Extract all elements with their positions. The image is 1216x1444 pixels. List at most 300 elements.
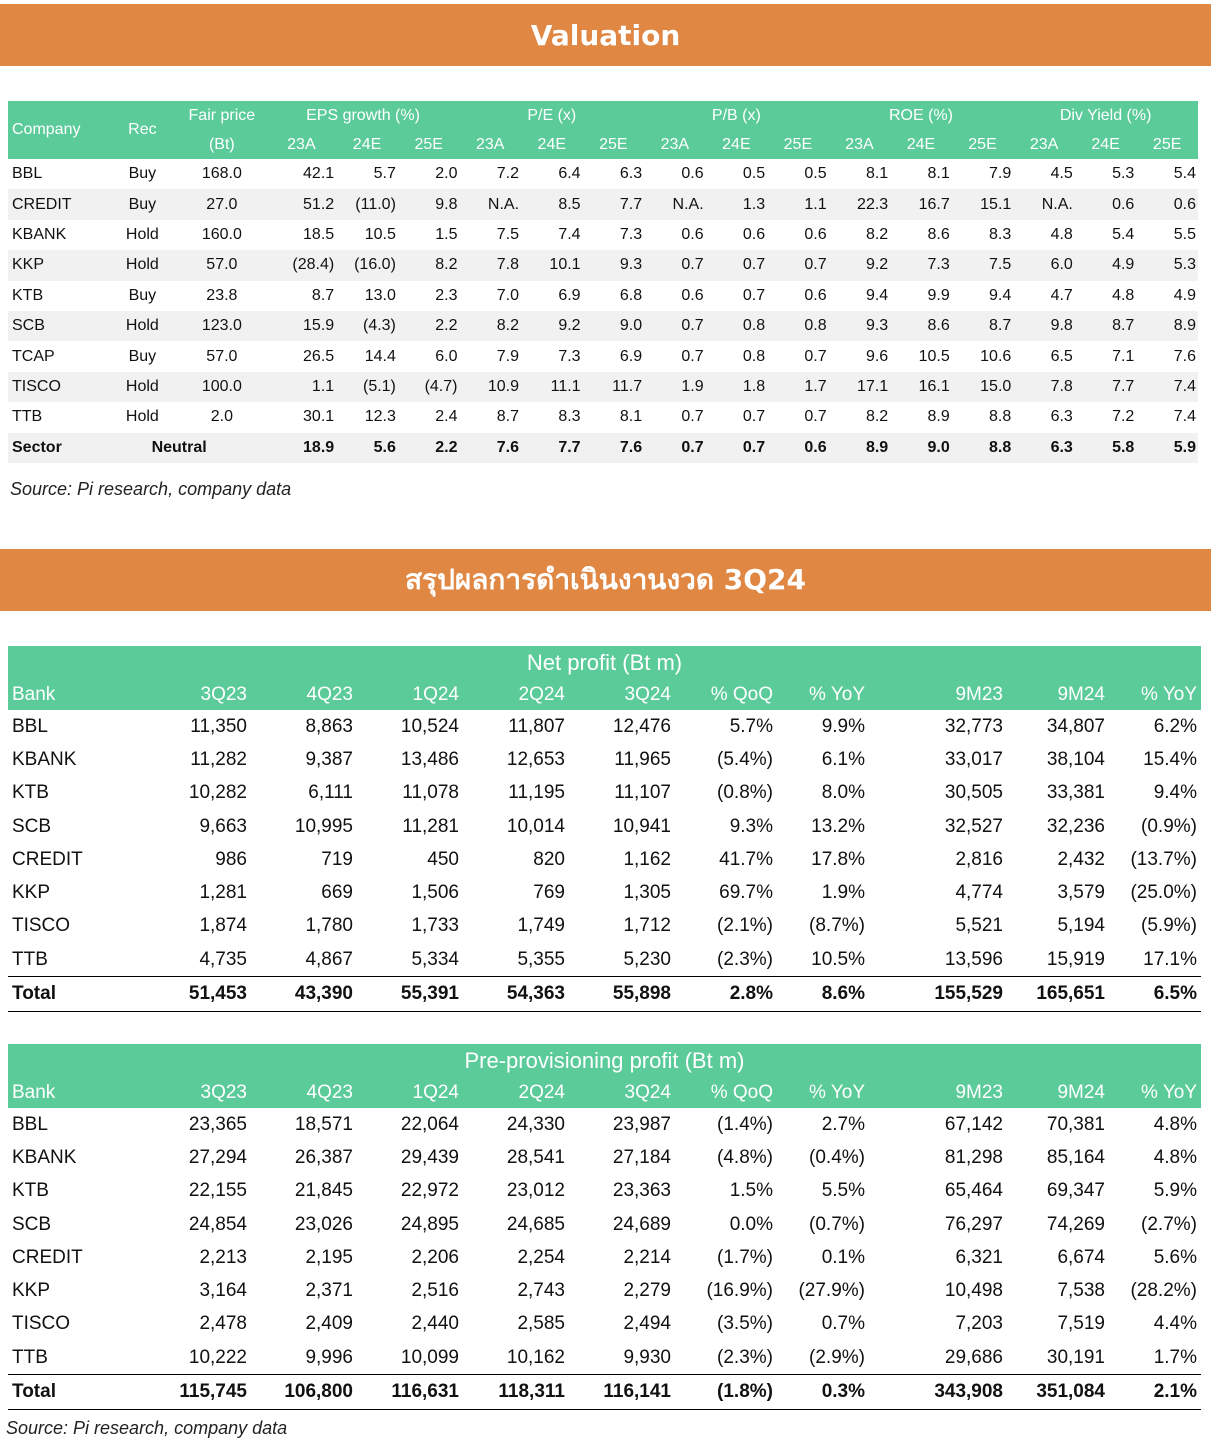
table-cell: 69.7% (719, 882, 773, 904)
table-row (8, 876, 1201, 909)
table-cell: 29,439 (400, 1146, 459, 1168)
total-cell: 55,898 (569, 977, 675, 1011)
sector-dy-value: 5.9 (1136, 433, 1198, 463)
table-cell: (0.9%) (1141, 815, 1197, 837)
recommendation: Buy (108, 189, 178, 219)
table-cell: 6,674 (1057, 1246, 1105, 1268)
eps-value: (28.4) (267, 250, 337, 280)
table-cell: 2,432 (1057, 848, 1105, 870)
eps-value: 1.1 (267, 372, 337, 402)
table-cell: 33,017 (944, 748, 1003, 770)
pb-value: 0.8 (706, 341, 768, 371)
pb-value: N.A. (644, 189, 706, 219)
dy-value: 5.4 (1075, 220, 1137, 250)
table-cell: 5,230 (623, 948, 671, 970)
table-cell: 15.4% (1143, 748, 1197, 770)
sector-eps-value: 18.9 (267, 433, 337, 463)
table-cell: 81,298 (944, 1146, 1003, 1168)
pb-value: 0.8 (706, 311, 768, 341)
table-cell: (2.1%) (717, 915, 773, 937)
column-header: 9M24 (1007, 680, 1109, 710)
table-cell: 1,506 (411, 882, 459, 904)
eps-value: 10.5 (336, 220, 398, 250)
table-cell: 7,203 (955, 1313, 1003, 1335)
pe-value: 6.9 (521, 281, 583, 311)
valuation-row (8, 341, 1198, 371)
eps-value: 1.5 (398, 220, 460, 250)
roe-value: 8.2 (829, 220, 891, 250)
column-header: % QoQ (675, 680, 777, 710)
sector-recommendation: Neutral (108, 433, 267, 463)
pe-value: 7.2 (459, 159, 521, 189)
table-cell: 17.8% (811, 848, 865, 870)
company-name: TISCO (8, 372, 108, 402)
eps-value: 2.0 (398, 159, 460, 189)
fair-price: 57.0 (177, 250, 266, 280)
table-row (8, 710, 1201, 743)
table-cell: 1,780 (305, 915, 353, 937)
pb-value: 0.8 (767, 311, 829, 341)
total-cell: 118,311 (463, 1375, 569, 1409)
table-row (8, 1208, 1201, 1241)
valuation-row (8, 250, 1198, 280)
table-row (8, 810, 1201, 843)
table-cell: 4,735 (199, 948, 247, 970)
company-name: KBANK (8, 220, 108, 250)
dy-value: 8.9 (1136, 311, 1198, 341)
valuation-banner: Valuation (0, 4, 1211, 66)
table-cell: 2,279 (623, 1280, 671, 1302)
column-header: Bank (8, 1078, 148, 1108)
table-cell: 5.7% (729, 715, 773, 737)
bank-name: BBL (12, 715, 48, 737)
roe-value: 9.4 (829, 281, 891, 311)
results-source-note: Source: Pi research, company data (6, 1418, 288, 1438)
table-cell: 3,164 (199, 1280, 247, 1302)
table-cell: 22,155 (188, 1180, 247, 1202)
pe-value: 7.5 (459, 220, 521, 250)
dy-value: 7.2 (1075, 402, 1137, 432)
sector-name: Sector (8, 433, 108, 463)
table-cell: 85,164 (1046, 1146, 1105, 1168)
table-cell: 21,845 (294, 1180, 353, 1202)
table-cell: 18,571 (294, 1113, 353, 1135)
table-cell: 7,519 (1057, 1313, 1105, 1335)
recommendation: Buy (108, 281, 178, 311)
table-cell: 10.5% (811, 948, 865, 970)
total-cell: 343,908 (869, 1375, 1007, 1409)
valuation-row (8, 281, 1198, 311)
table-cell: 8,863 (305, 715, 353, 737)
table-cell: 27,184 (612, 1146, 671, 1168)
table-cell: 5,334 (411, 948, 459, 970)
table-cell: 41.7% (719, 848, 773, 870)
table-cell: 30,505 (944, 782, 1003, 804)
header-rec: Rec (128, 121, 157, 138)
bank-name: SCB (12, 815, 52, 837)
table-cell: 5.6% (1153, 1246, 1197, 1268)
bank-name: TISCO (12, 915, 71, 937)
roe-value: 8.8 (952, 402, 1014, 432)
column-header: 4Q23 (251, 680, 357, 710)
valuation-row (8, 372, 1198, 402)
eps-value: 15.9 (267, 311, 337, 341)
total-label: Total (8, 1375, 148, 1409)
table-cell: 12,476 (612, 715, 671, 737)
bank-name: TTB (12, 1346, 48, 1368)
sector-roe-value: 8.9 (829, 433, 891, 463)
table-cell: 11,350 (190, 715, 247, 737)
roe-value: 16.7 (890, 189, 952, 219)
bank-name: KKP (12, 882, 51, 904)
fair-price: 2.0 (177, 402, 266, 432)
table-cell: 33,381 (1046, 782, 1105, 804)
company-name: SCB (8, 311, 108, 341)
table-cell: 1.9% (821, 882, 865, 904)
dy-value: 0.6 (1136, 189, 1198, 219)
eps-value: 2.2 (398, 311, 460, 341)
column-header: 9M23 (869, 1078, 1007, 1108)
ppop-header-row (8, 1078, 1201, 1108)
roe-value: 15.0 (952, 372, 1014, 402)
pe-value: N.A. (459, 189, 521, 219)
table-cell: 1,162 (623, 848, 671, 870)
total-cell: 2.8% (675, 977, 777, 1011)
table-cell: 1.5% (729, 1180, 773, 1202)
table-cell: 11,281 (402, 815, 459, 837)
table-cell: (2.3%) (717, 948, 773, 970)
table-cell: 23,365 (188, 1113, 247, 1135)
sector-pe-value: 7.7 (521, 433, 583, 463)
table-row (8, 1241, 1201, 1274)
sector-pb-value: 0.7 (706, 433, 768, 463)
table-cell: 2,213 (199, 1246, 247, 1268)
table-cell: 9.9% (821, 715, 865, 737)
table-cell: 4,867 (305, 948, 353, 970)
table-cell: 24,854 (188, 1213, 247, 1235)
header-year-dy-1: 24E (1091, 135, 1120, 153)
sector-eps-value: 2.2 (398, 433, 460, 463)
pe-value: 6.8 (583, 281, 645, 311)
table-cell: 2,494 (623, 1313, 671, 1335)
roe-value: 8.7 (952, 311, 1014, 341)
roe-value: 8.3 (952, 220, 1014, 250)
pb-value: 0.7 (644, 341, 706, 371)
eps-value: 8.7 (267, 281, 337, 311)
pe-value: 11.1 (521, 372, 583, 402)
table-cell: (2.3%) (717, 1346, 773, 1368)
eps-value: 12.3 (336, 402, 398, 432)
total-cell: 351,084 (1007, 1375, 1109, 1409)
header-div-yield: Div Yield (%) (1059, 106, 1152, 124)
pb-value: 1.7 (767, 372, 829, 402)
eps-value: 14.4 (336, 341, 398, 371)
table-cell: 30,191 (1046, 1346, 1105, 1368)
table-cell: 24,895 (400, 1213, 459, 1235)
table-row (8, 1308, 1201, 1341)
fair-price: 23.8 (177, 281, 266, 311)
column-header: 3Q23 (148, 1078, 251, 1108)
table-cell: 5.5% (821, 1180, 865, 1202)
pe-value: 7.9 (459, 341, 521, 371)
table-cell: 13,596 (944, 948, 1003, 970)
recommendation: Hold (108, 372, 178, 402)
valuation-row (8, 189, 1198, 219)
column-header: 3Q23 (148, 680, 251, 710)
table-cell: 9.3% (729, 815, 773, 837)
table-cell: 10,222 (188, 1346, 247, 1368)
fair-price: 27.0 (177, 189, 266, 219)
eps-value: 5.7 (336, 159, 398, 189)
roe-value: 9.3 (829, 311, 891, 341)
pe-value: 10.9 (459, 372, 521, 402)
company-name: CREDIT (8, 189, 108, 219)
pb-value: 0.7 (767, 402, 829, 432)
total-cell: 0.3% (777, 1375, 869, 1409)
header-year-pb-1: 24E (722, 135, 751, 153)
table-cell: 76,297 (944, 1213, 1003, 1235)
table-cell: 10,099 (400, 1346, 459, 1368)
pe-value: 7.8 (459, 250, 521, 280)
table-cell: 1,733 (411, 915, 459, 937)
table-cell: (1.4%) (717, 1113, 773, 1135)
eps-value: 9.8 (398, 189, 460, 219)
eps-value: (5.1) (336, 372, 398, 402)
total-cell: 106,800 (251, 1375, 357, 1409)
table-cell: 820 (533, 848, 565, 870)
table-row (8, 943, 1201, 977)
header-eps-growth: EPS growth (%) (306, 106, 420, 124)
table-cell: 23,987 (612, 1113, 671, 1135)
eps-value: (16.0) (336, 250, 398, 280)
table-cell: 32,236 (1046, 815, 1105, 837)
pb-value: 0.6 (644, 281, 706, 311)
company-name: TCAP (8, 341, 108, 371)
pe-value: 10.1 (521, 250, 583, 280)
table-cell: 0.0% (729, 1213, 773, 1235)
header-pe: P/E (x) (527, 106, 577, 124)
table-cell: 2,585 (517, 1313, 565, 1335)
pe-value: 7.7 (583, 189, 645, 219)
eps-value: 42.1 (267, 159, 337, 189)
table-cell: (8.7%) (809, 915, 865, 937)
table-cell: 6,111 (308, 782, 353, 804)
table-cell: (27.9%) (798, 1280, 865, 1302)
table-cell: 15,919 (1046, 948, 1105, 970)
column-header: 3Q24 (569, 680, 675, 710)
dy-value: 6.5 (1013, 341, 1075, 371)
table-cell: (2.7%) (1141, 1213, 1197, 1235)
table-cell: 74,269 (1046, 1213, 1105, 1235)
roe-value: 8.9 (890, 402, 952, 432)
bank-name: KBANK (12, 1146, 77, 1168)
table-row (8, 910, 1201, 943)
roe-value: 7.5 (952, 250, 1014, 280)
pb-value: 0.7 (767, 250, 829, 280)
pb-value: 0.6 (644, 220, 706, 250)
recommendation: Hold (108, 311, 178, 341)
valuation-sector-row (8, 433, 1198, 463)
bank-name: BBL (12, 1113, 48, 1135)
table-cell: 10,014 (506, 815, 565, 837)
table-cell: (25.0%) (1130, 882, 1197, 904)
column-header: 1Q24 (357, 680, 463, 710)
table-cell: 10,282 (188, 782, 247, 804)
table-cell: (3.5%) (717, 1313, 773, 1335)
table-cell: 2,516 (411, 1280, 459, 1302)
table-cell: 2,371 (305, 1280, 353, 1302)
column-header: % YoY (1109, 680, 1201, 710)
results-banner: สรุปผลการดำเนินงานงวด 3Q24 (0, 549, 1211, 611)
valuation-row (8, 159, 1198, 189)
header-year-roe-2: 25E (968, 135, 997, 153)
table-cell: 29,686 (944, 1346, 1003, 1368)
header-fair-price-unit: (Bt) (208, 135, 235, 153)
column-header: Bank (8, 680, 148, 710)
sector-pe-value: 7.6 (583, 433, 645, 463)
eps-value: 13.0 (336, 281, 398, 311)
total-cell: 55,391 (357, 977, 463, 1011)
table-cell: 2,478 (199, 1313, 247, 1335)
dy-value: N.A. (1013, 189, 1075, 219)
recommendation: Hold (108, 402, 178, 432)
table-cell: 4.8% (1153, 1146, 1197, 1168)
table-cell: (4.8%) (717, 1146, 773, 1168)
table-row (8, 743, 1201, 776)
pb-value: 0.7 (644, 311, 706, 341)
sector-dy-value: 6.3 (1013, 433, 1075, 463)
pe-value: 11.7 (583, 372, 645, 402)
table-cell: 3,579 (1057, 882, 1105, 904)
net-profit-header-row (8, 680, 1201, 710)
table-cell: 2,743 (517, 1280, 565, 1302)
pe-value: 7.3 (583, 220, 645, 250)
table-cell: 0.1% (821, 1246, 865, 1268)
pb-value: 0.7 (767, 341, 829, 371)
net-profit-title: Net profit (Bt m) (8, 646, 1201, 680)
table-cell: 11,195 (508, 782, 565, 804)
roe-value: 10.5 (890, 341, 952, 371)
table-cell: 2,440 (411, 1313, 459, 1335)
dy-value: 4.8 (1075, 281, 1137, 311)
table-cell: 9,663 (199, 815, 247, 837)
dy-value: 4.9 (1075, 250, 1137, 280)
total-cell: 115,745 (148, 1375, 251, 1409)
roe-value: 15.1 (952, 189, 1014, 219)
roe-value: 8.6 (890, 220, 952, 250)
pe-value: 8.2 (459, 311, 521, 341)
eps-value: 30.1 (267, 402, 337, 432)
header-year-dy-0: 23A (1029, 135, 1059, 153)
table-cell: (5.9%) (1141, 915, 1197, 937)
sector-pb-value: 0.6 (767, 433, 829, 463)
roe-value: 10.6 (952, 341, 1014, 371)
table-row (8, 1108, 1201, 1141)
roe-value: 9.4 (952, 281, 1014, 311)
roe-value: 9.9 (890, 281, 952, 311)
column-header: 4Q23 (251, 1078, 357, 1108)
table-cell: 2,195 (305, 1246, 353, 1268)
header-company: Company (12, 121, 81, 138)
table-row (8, 1274, 1201, 1307)
total-cell: 116,631 (357, 1375, 463, 1409)
table-cell: 11,107 (614, 782, 671, 804)
table-cell: 4.8% (1153, 1113, 1197, 1135)
valuation-row (8, 311, 1198, 341)
table-cell: 13,486 (400, 748, 459, 770)
dy-value: 5.3 (1075, 159, 1137, 189)
table-cell: 1,305 (623, 882, 671, 904)
bank-name: KBANK (12, 748, 77, 770)
sector-dy-value: 5.8 (1075, 433, 1137, 463)
table-cell: (0.7%) (809, 1213, 865, 1235)
recommendation: Buy (108, 159, 178, 189)
roe-value: 9.2 (829, 250, 891, 280)
dy-value: 7.8 (1013, 372, 1075, 402)
dy-value: 6.3 (1013, 402, 1075, 432)
sector-eps-value: 5.6 (336, 433, 398, 463)
dy-value: 7.4 (1136, 372, 1198, 402)
table-cell: 24,689 (612, 1213, 671, 1235)
valuation-header-row (8, 101, 1198, 130)
table-cell: 769 (533, 882, 565, 904)
table-cell: 5,521 (955, 915, 1003, 937)
ppop-title: Pre-provisioning profit (Bt m) (8, 1044, 1201, 1078)
header-year-pb-0: 23A (660, 135, 690, 153)
table-cell: 450 (427, 848, 459, 870)
table-cell: 1,749 (517, 915, 565, 937)
fair-price: 100.0 (177, 372, 266, 402)
dy-value: 5.5 (1136, 220, 1198, 250)
total-row (8, 977, 1201, 1011)
total-row (8, 1375, 1201, 1409)
pb-value: 0.5 (767, 159, 829, 189)
header-year-eps-0: 23A (287, 135, 316, 153)
table-cell: 5,355 (517, 948, 565, 970)
table-cell: 32,527 (944, 815, 1003, 837)
valuation-row (8, 220, 1198, 250)
company-name: KKP (8, 250, 108, 280)
table-cell: 10,524 (400, 715, 459, 737)
header-pb: P/B (x) (711, 106, 761, 124)
bank-name: KKP (12, 1280, 51, 1302)
table-cell: 9,387 (305, 748, 353, 770)
company-name: TTB (8, 402, 108, 432)
total-cell: 43,390 (251, 977, 357, 1011)
dy-value: 9.8 (1013, 311, 1075, 341)
table-cell: 28,541 (506, 1146, 565, 1168)
bank-name: KTB (12, 1180, 49, 1202)
table-cell: 23,012 (506, 1180, 565, 1202)
table-row (8, 1141, 1201, 1174)
dy-value: 8.7 (1075, 311, 1137, 341)
sector-pe-value: 7.6 (459, 433, 521, 463)
pb-value: 0.5 (706, 159, 768, 189)
pe-value: 9.3 (583, 250, 645, 280)
table-cell: 13.2% (811, 815, 865, 837)
dy-value: 6.0 (1013, 250, 1075, 280)
table-cell: 65,464 (944, 1180, 1003, 1202)
total-cell: 6.5% (1109, 977, 1201, 1011)
eps-value: (4.7) (398, 372, 460, 402)
pb-value: 1.9 (644, 372, 706, 402)
table-cell: 1,281 (199, 882, 247, 904)
table-cell: 24,330 (506, 1113, 565, 1135)
table-cell: 4,774 (955, 882, 1003, 904)
table-cell: 5.9% (1153, 1180, 1197, 1202)
roe-value: 8.1 (890, 159, 952, 189)
valuation-years-row (8, 130, 1198, 159)
